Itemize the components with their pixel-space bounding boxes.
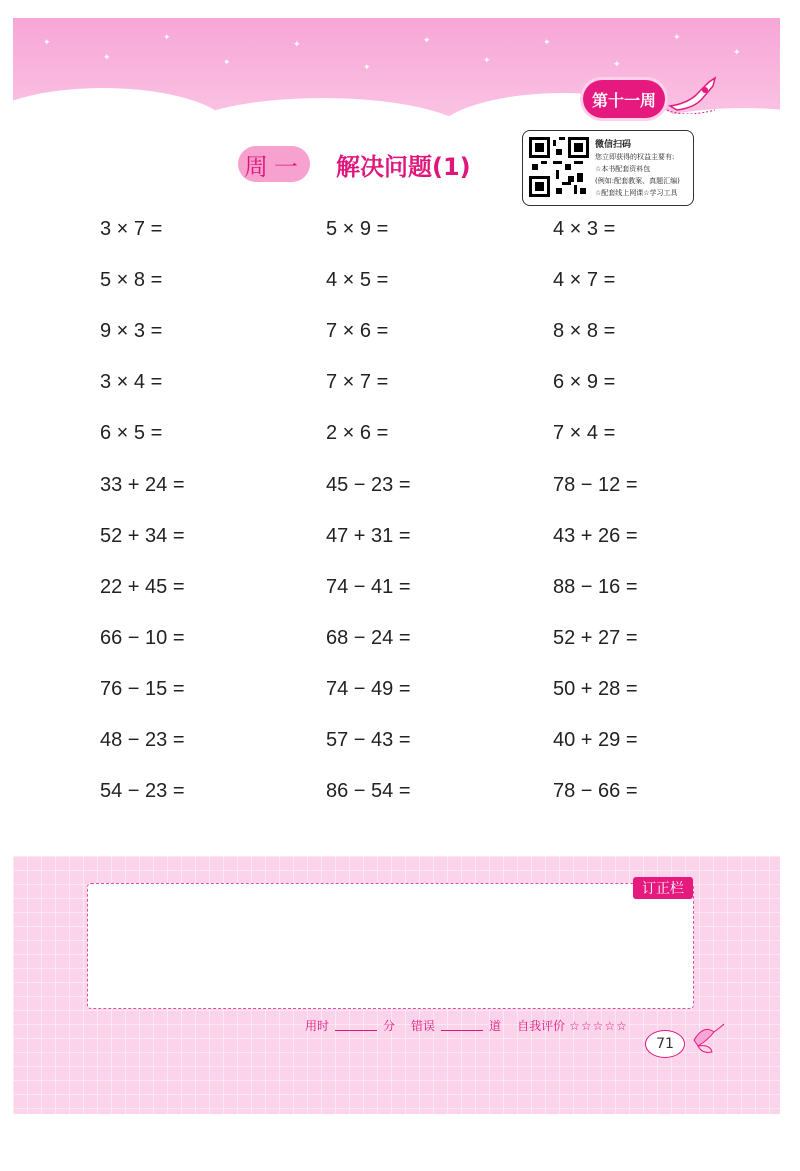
problem: 88 − 16 =	[553, 576, 638, 598]
title-row	[238, 146, 471, 182]
problem-row	[100, 422, 700, 456]
problem: 7 × 6 =	[326, 320, 389, 342]
problem-row	[100, 576, 700, 610]
qr-line: ☆本书配套资料包	[595, 165, 651, 173]
problem-row	[100, 320, 700, 354]
problem: 40 + 29 =	[553, 729, 638, 751]
qr-line: 您立即获得的权益主要有:	[595, 153, 675, 161]
self-eval-label: 自我评价	[517, 1019, 566, 1033]
problem: 7 × 7 =	[326, 371, 389, 393]
problem: 5 × 9 =	[326, 218, 389, 240]
rating-stars[interactable]: ☆☆☆☆☆	[569, 1018, 628, 1033]
problem-row	[100, 371, 700, 405]
problem: 52 + 27 =	[553, 627, 638, 649]
problem: 3 × 7 =	[100, 218, 163, 240]
qr-title: 微信扫码	[595, 140, 632, 150]
time-label: 用时	[305, 1019, 330, 1033]
problem-row	[100, 525, 700, 559]
problem: 50 + 28 =	[553, 678, 638, 700]
problem: 74 − 41 =	[326, 576, 411, 598]
problem: 76 − 15 =	[100, 678, 185, 700]
problem-row	[100, 729, 700, 763]
day-badge: 周一	[238, 146, 310, 182]
problem: 3 × 4 =	[100, 371, 163, 393]
problem: 4 × 7 =	[553, 269, 616, 291]
problem: 48 − 23 =	[100, 729, 185, 751]
problem-row	[100, 678, 700, 712]
problem-row	[100, 218, 700, 252]
qr-box[interactable]	[522, 130, 694, 206]
problem: 7 × 4 =	[553, 422, 616, 444]
page-number: 71	[645, 1030, 685, 1058]
problem: 43 + 26 =	[553, 525, 638, 547]
problem: 9 × 3 =	[100, 320, 163, 342]
problem: 78 − 12 =	[553, 474, 638, 496]
qr-code-icon[interactable]	[529, 137, 589, 197]
correction-box[interactable]	[87, 883, 694, 1009]
problem: 78 − 66 =	[553, 780, 638, 802]
problem: 6 × 5 =	[100, 422, 163, 444]
problem-row	[100, 474, 700, 508]
footer-stats	[305, 1017, 628, 1034]
problem: 54 − 23 =	[100, 780, 185, 802]
problem: 22 + 45 =	[100, 576, 185, 598]
error-label: 错误	[411, 1019, 436, 1033]
problem: 2 × 6 =	[326, 422, 389, 444]
lesson-title: 解决问题(1)	[336, 152, 471, 181]
problem-row	[100, 780, 700, 814]
correction-label: 订正栏	[633, 877, 693, 899]
header-band: ✦ ✦ ✦ ✦ ✦ ✦ ✦ ✦ ✦ ✦ ✦ ✦	[13, 18, 780, 130]
problem-row	[100, 627, 700, 661]
problem: 8 × 8 =	[553, 320, 616, 342]
problem-row	[100, 269, 700, 303]
problem: 47 + 31 =	[326, 525, 411, 547]
problem: 4 × 5 =	[326, 269, 389, 291]
qr-line: (例如:配套教案、真题汇编)	[595, 177, 680, 185]
problem: 86 − 54 =	[326, 780, 411, 802]
problem: 52 + 34 =	[100, 525, 185, 547]
problem: 4 × 3 =	[553, 218, 616, 240]
qr-text	[595, 139, 690, 199]
week-badge: 第十一周	[583, 80, 665, 118]
problem: 5 × 8 =	[100, 269, 163, 291]
butterfly-icon	[688, 1022, 728, 1056]
problem: 33 + 24 =	[100, 474, 185, 496]
error-blank[interactable]	[441, 1020, 483, 1031]
problem: 57 − 43 =	[326, 729, 411, 751]
time-blank[interactable]	[335, 1020, 377, 1031]
problem: 74 − 49 =	[326, 678, 411, 700]
problem: 66 − 10 =	[100, 627, 185, 649]
problem: 45 − 23 =	[326, 474, 411, 496]
problem: 68 − 24 =	[326, 627, 411, 649]
problem: 6 × 9 =	[553, 371, 616, 393]
count-label: 道	[489, 1019, 502, 1033]
rocket-icon	[665, 74, 725, 114]
minute-label: 分	[383, 1019, 396, 1033]
qr-line: ☆配套线上网课☆学习工具	[595, 189, 678, 197]
